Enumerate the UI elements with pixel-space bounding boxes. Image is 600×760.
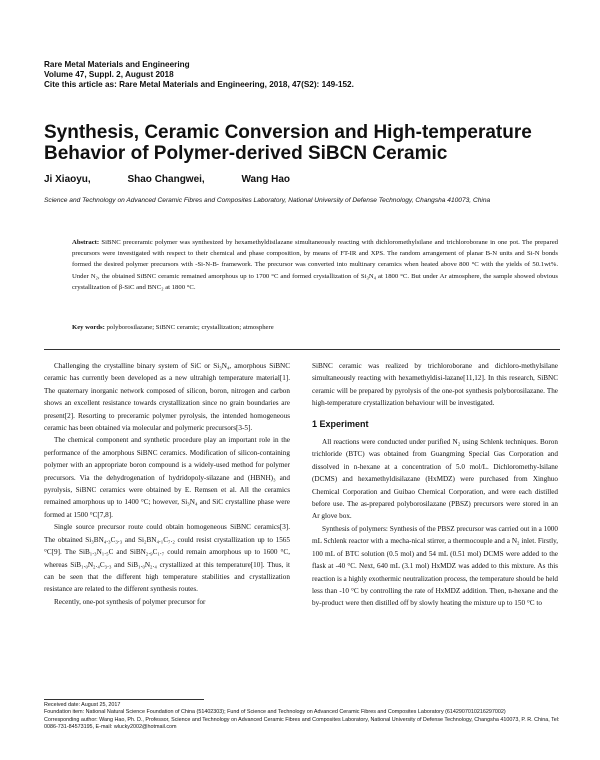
body-paragraph: Synthesis of polymers: Synthesis of the PBSZ precursor was carried out in a 1000 mL Schlenk reactor with a mecha-nical stirrer, a thermocouple and a N₂ inlet. Firstly, 100 mL of BTC solution (0.5 mol) and 54 mL (0.51 mol) DCMS were added to the flask at -40 °C. Next, 640 mL (3.1 mol) HxMDZ was added to this mixture. As this reaction is a highly exothermic neutralization process, the temperature should be held less than -10 °C by controlling the rate of HxMDZ addition. Then, n-hexane and the by-product were then distilled off by slowly heating the mixture up to 150 °C to [312, 524, 558, 608]
body-paragraph: Single source precursor route could obtain homogeneous SiBNC ceramics[3]. The obtained Si₃BN₄.₃C₃.₃ and Si₂BN₄.₁C₇.₂ could resist crystallization up to 1565 °C[9]. The SiB₁.₃N₁.₅C and SiBN₂.₉C₁.₇ could remain amorphous up to 1600 °C, whereas SiB₁.₀N₂.₄C₃.₃ and SiB₁.₀N₂.₄ crystallized at this temperature[10]. Thus, it can be seen that the different high temperature stabilities and crystallization resistance are related to the different synthesis routes. [44, 523, 290, 594]
footnote-divider [44, 699, 204, 700]
footnote: Foundation item: National Natural Science Foundation of China (51402303); Fund of Science and Technology on Advanced Ceramic Fibres and Composites Laboratory (6142907010216297002) [44, 709, 506, 716]
body-paragraph: SiBNC ceramic was realized by trichloroborane and dichloro-methylsilane simultaneously reacting with hexamethyldisi-lazane[11,12]. In this research, SiBNC ceramic will be prepared by pyrolysis of the one-pot synthesis polyborosilazane. The high-temperature crystallization behaviour will be investigated. [312, 362, 558, 408]
keywords-text: polyborosilazane; SiBNC ceramic; crystallization; atmosphere [106, 324, 274, 331]
author-name: Ji Xiaoyu, [44, 174, 91, 185]
author-list [44, 174, 324, 185]
journal-volume: Volume 47, Suppl. 2, August 2018 [44, 70, 174, 79]
right-column [312, 360, 558, 610]
body-paragraph: The chemical component and synthetic procedure play an important role in the performance of the amorphous SiBNC ceramics. Modification of silicon-containing polymer with an appropriate boron compound is a widely-used method for polymer precursors. Via the dehydrogenation of hydridopoly-silazane and (HBNH)₃ and pyrolysis, SiBNC ceramics were obtained by E. Remsen et al. All the ceramics remained amorphous up to 1400 °C; however, Si₃N₄ and SiC crystalline phase were formed at 1500 °C[7,8]. [44, 436, 290, 519]
keywords-label: Key words: [72, 324, 105, 331]
abstract-text: SiBNC preceramic polymer was synthesized by hexamethyldisilazane simultaneously reacting with dichloromethylsilane and trichloroborane in one pot. The prepared precursors were investigated with respect to their chemical and phase composition, by means of FT-IR and XPS. The random arrangement of planar B-N units and Si-N bonds formed the desired polymer precursors with -Si-N-B- framework. The precursor was converted into multinary ceramics when heated above 800 °C with the yields of 50.1wt%. Under N₂, the obtained SiBNC ceramic remained amorphous up to 1700 °C and formed crystallization of Si₃N₄ at 1800 °C. But under Ar atmosphere, the sample showed obvious crystallization of β-SiC and BNC₂ at 1800 °C. [72, 239, 558, 291]
body-paragraph: All reactions were conducted under purified N₂ using Schlenk techniques. Boron trichloride (BTC) was obtained from Guangming Special Gas Corporation and dissolved in n-hexane at a concentration of 5.0 mol/L. Dichloromethy-lsilane (DCMS) and hexamethyldisilazane (HxMDZ) were purchased from Xinghuo Chemical Corporation and Guibao Chemical Corporation, and were each distilled before use. The as-prepared polyborosilazane (PBSZ) precursors were stored in an Ar glove box. [312, 438, 558, 521]
keywords [72, 323, 558, 333]
journal-header [44, 60, 354, 90]
footnote: Corresponding author: Wang Hao, Ph. D., Professor, Science and Technology on Advanced Ceramic Fibres and Composites Laboratory, National University of Defense Technology, Changsha 410073, P. R. China, Tel: 0086-731-84573195, E-mail: wlucky2002@hotmail.com [44, 716, 560, 731]
citation-line: Cite this article as: Rare Metal Materials and Engineering, 2018, 47(S2): 149-152. [44, 80, 354, 89]
body-paragraph: Recently, one-pot synthesis of polymer precursor for [54, 597, 206, 606]
left-column [44, 360, 290, 608]
footnotes [44, 702, 560, 732]
section-heading: 1 Experiment [312, 418, 369, 429]
divider [44, 349, 560, 350]
author-name: Wang Hao [241, 174, 290, 185]
paper-title: Synthesis, Ceramic Conversion and High-temperature Behavior of Polymer-derived SiBCN Ceramic [44, 122, 532, 164]
footnote: Received date: August 25, 2017 [44, 702, 121, 708]
body-paragraph: Challenging the crystalline binary system of SiC or Si₃N₄, amorphous SiBNC ceramic has currently been developed as a new ultrahigh temperature material[1]. The quaternary inorganic network composed of silicon, boron, nitrogen and carbon shows an excellent resistance towards crystallization since no grain boundaries are present[2]. Resorting to preceramic polymer pyrolysis, the intended homogeneous ceramic has been obtained via molecular and polymeric precursors[3-5]. [44, 362, 290, 433]
abstract [72, 237, 558, 293]
affiliation: Science and Technology on Advanced Ceramic Fibres and Composites Laboratory, National University of Defense Technology, Changsha 410073, China [44, 197, 491, 204]
author-name: Shao Changwei, [127, 174, 205, 185]
abstract-label: Abstract: [72, 239, 100, 246]
journal-name: Rare Metal Materials and Engineering [44, 60, 190, 69]
